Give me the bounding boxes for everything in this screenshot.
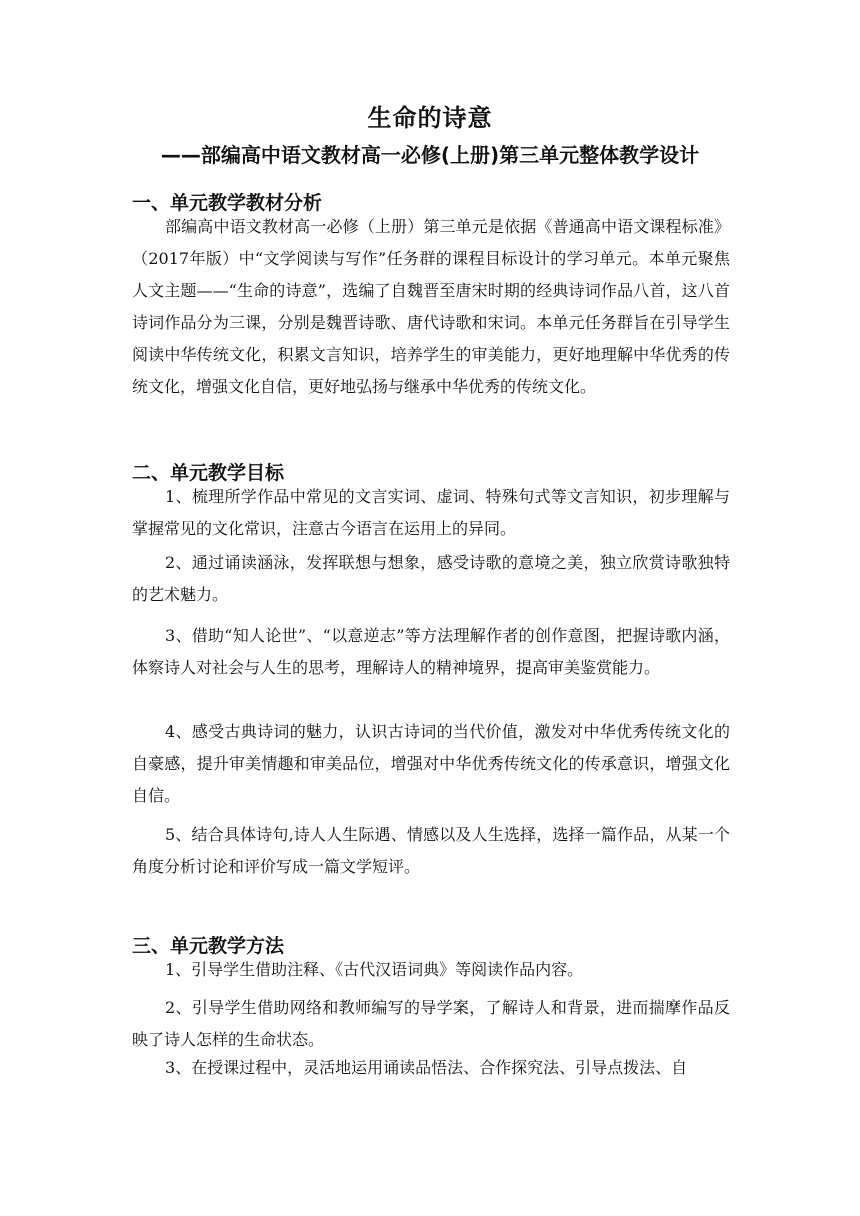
goal-item-1: 1、梳理所学作品中常见的文言实词、虚词、特殊句式等文言知识，初步理解与掌握常见的文化常识，注意古今语言在运用上的异同。 [132, 487, 730, 538]
method-item-3: 3、在授课过程中，灵活地运用诵读品悟法、合作探究法、引导点拨法、自 [165, 1058, 688, 1077]
method-item-2: 2、引导学生借助网络和教师编写的导学案，了解诗人和背景，进而揣摩作品反映了诗人怎样的生命状态。 [132, 998, 730, 1049]
document-subtitle: ——部编高中语文教材高一必修(上册)第三单元整体教学设计 [160, 143, 700, 167]
section-heading-teaching-goals: 二、单元教学目标 [132, 462, 285, 484]
goal-item-2: 2、通过诵读涵泳，发挥联想与想象，感受诗歌的意境之美，独立欣赏诗歌独特的艺术魅力。 [132, 553, 730, 604]
paragraph-textbook-analysis: 部编高中语文教材高一必修（上册）第三单元是依据《普通高中语文课程标准》（2017年版）中“文学阅读与写作”任务群的课程目标设计的学习单元。本单元聚焦人文主题——“生命的诗意”，选编了自魏晋至唐宋时期的经典诗词作品八首，这八首诗词作品分为三课，分别是魏晋诗歌、唐代诗歌和宋词。本单元任务群旨在引导学生阅读中华传统文化，积累文言知识，培养学生的审美能力，更好地理解中华优秀的传统文化，增强文化自信，更好地弘扬与继承中华优秀的传统文化。 [132, 217, 730, 396]
goal-item-3: 3、借助“知人论世”、“以意逆志”等方法理解作者的创作意图，把握诗歌内涵，体察诗人对社会与人生的思考，理解诗人的精神境界，提高审美鉴赏能力。 [132, 626, 730, 677]
goal-item-4: 4、感受古典诗词的魅力，认识古诗词的当代价值，激发对中华优秀传统文化的自豪感，提升审美情趣和审美品位，增强对中华优秀传统文化的传承意识，增强文化自信。 [132, 722, 730, 805]
method-item-1: 1、引导学生借助注释、《古代汉语词典》等阅读作品内容。 [165, 960, 584, 979]
section-heading-textbook-analysis: 一、单元教学教材分析 [132, 192, 323, 214]
section-heading-teaching-methods: 三、单元教学方法 [132, 935, 285, 957]
document-title: 生命的诗意 [367, 104, 493, 132]
goal-item-5: 5、结合具体诗句,诗人人生际遇、情感以及人生选择，选择一篇作品，从某一个角度分析讨论和评价写成一篇文学短评。 [132, 825, 730, 876]
